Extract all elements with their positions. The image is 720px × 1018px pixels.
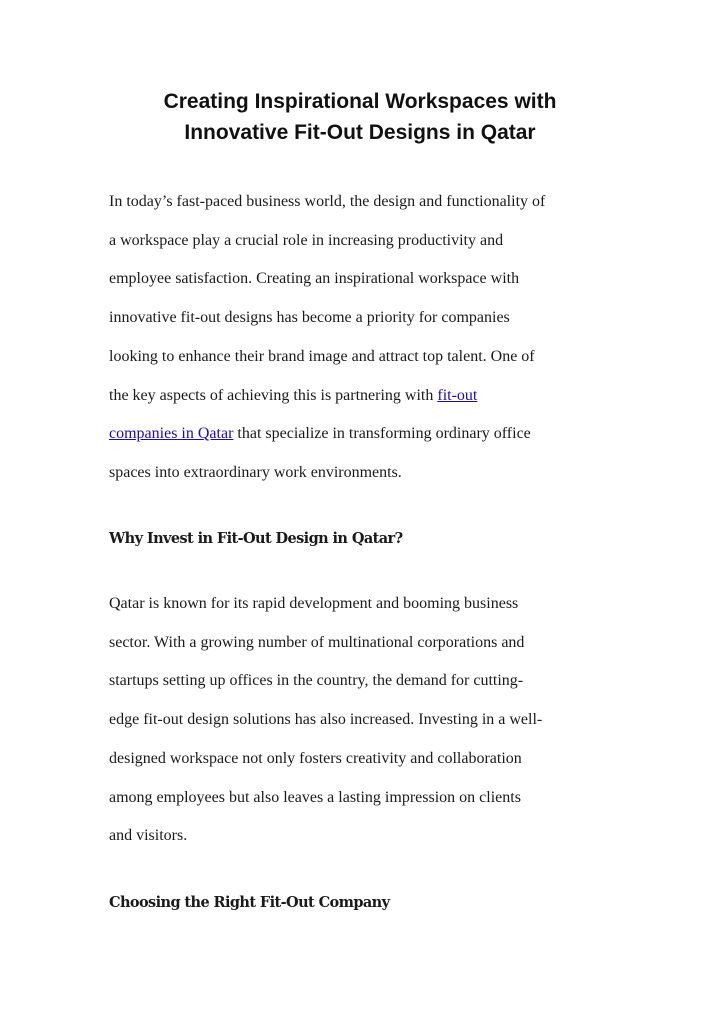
paragraph-text: the key aspects of achieving this is partnering with <box>109 386 438 404</box>
paragraph-line: designed workspace not only fosters creativity and collaboration <box>109 749 522 767</box>
paragraph-line <box>109 377 629 416</box>
fit-out-companies-link-part2[interactable]: companies in Qatar <box>109 425 234 443</box>
paragraph-line: looking to enhance their brand image and attract top talent. One of <box>109 347 535 365</box>
paragraph-line: sector. With a growing number of multinational corporations and <box>109 633 525 651</box>
title-line: Innovative Fit-Out Designs in Qatar <box>184 121 536 144</box>
paragraph-line: a workspace play a crucial role in increasing productivity and <box>109 231 504 249</box>
paragraph-line: In today’s fast-paced business world, the design and functionality of <box>109 193 546 210</box>
paragraph-text: that specialize in transforming ordinary office <box>233 425 531 443</box>
section-heading-why-invest: Why Invest in Fit-Out Design in Qatar? <box>109 530 403 547</box>
section-heading-choosing-company: Choosing the Right Fit-Out Company <box>109 894 390 911</box>
paragraph-line: startups setting up offices in the country, the demand for cutting- <box>109 672 524 690</box>
title-line: Creating Inspirational Workspaces with <box>163 90 557 113</box>
paragraph-line: innovative fit-out designs has become a priority for companies <box>109 309 510 327</box>
intro-paragraph <box>109 183 629 493</box>
fit-out-companies-link-part1[interactable]: fit-out <box>437 386 478 404</box>
paragraph-line: and visitors. <box>109 827 188 845</box>
paragraph-line: Qatar is known for its rapid development and booming business <box>109 595 519 612</box>
paragraph-line: spaces into extraordinary work environments. <box>109 463 402 481</box>
paragraph-line <box>109 415 629 454</box>
paragraph-line: among employees but also leaves a lasting impression on clients <box>109 788 521 806</box>
document-title <box>80 86 640 148</box>
paragraph-line: employee satisfaction. Creating an inspirational workspace with <box>109 270 520 288</box>
paragraph-line: edge fit-out design solutions has also increased. Investing in a well- <box>109 711 543 729</box>
why-invest-paragraph <box>109 585 629 856</box>
